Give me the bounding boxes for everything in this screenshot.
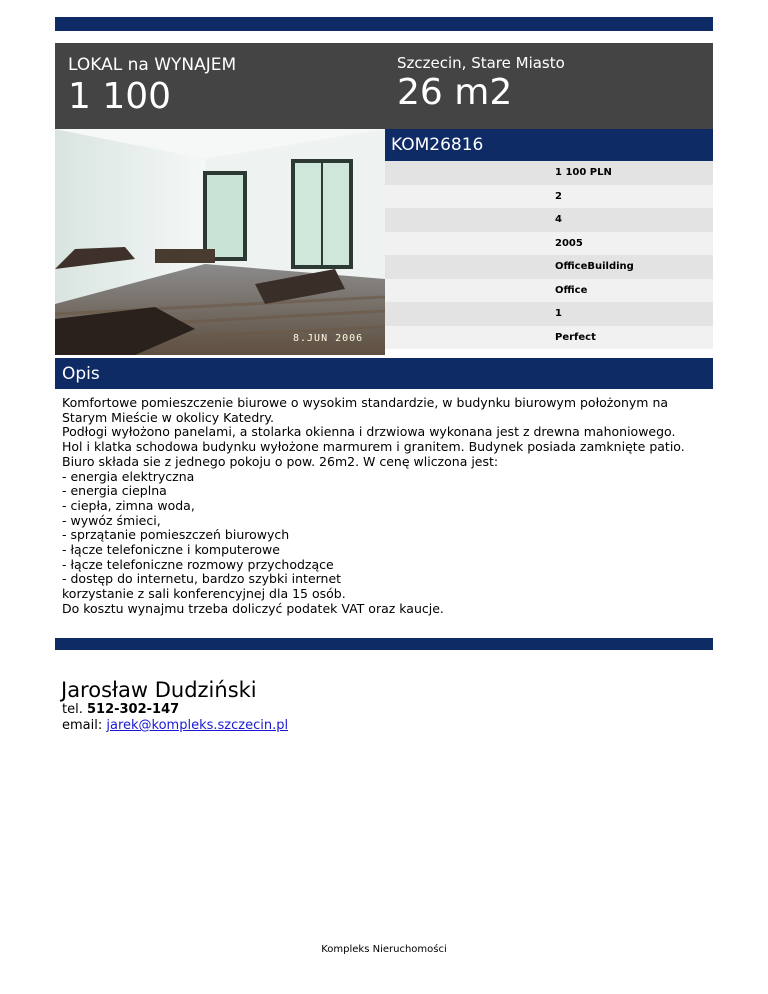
description-line: - dostęp do internetu, bardzo szybki internet bbox=[62, 571, 342, 587]
detail-row-2 bbox=[385, 185, 713, 209]
office-room-illustration bbox=[55, 129, 385, 355]
detail-value: OfficeBuilding bbox=[555, 261, 634, 272]
description-heading: Opis bbox=[62, 364, 100, 384]
detail-value: 1 bbox=[555, 308, 562, 319]
detail-row-price bbox=[385, 161, 713, 185]
description-line: - łącze telefoniczne i komputerowe bbox=[62, 542, 280, 558]
description-line: Starym Mieście w okolicy Katedry. bbox=[62, 409, 275, 425]
detail-value: 2005 bbox=[555, 237, 583, 249]
description-line: Podłogi wyłożono panelami, a stolarka okienna i drzwiowa wykonana jest z drewna mahoniowego. bbox=[62, 424, 676, 440]
listing-location: Szczecin, Stare Miasto bbox=[397, 54, 565, 72]
description-line: Komfortowe pomieszczenie biurowe o wysokim standardzie, w budynku biurowym położonym na bbox=[62, 395, 669, 410]
listing-header bbox=[55, 43, 713, 129]
footer-company: Kompleks Nieruchomości bbox=[321, 944, 447, 955]
description-line: - ciepła, zimna woda, bbox=[62, 497, 195, 513]
detail-value: Office bbox=[555, 284, 588, 296]
listing-price: 1 100 bbox=[68, 76, 172, 117]
description-line: - energia cieplna bbox=[62, 483, 167, 499]
office-photo bbox=[55, 129, 385, 355]
detail-row-property-type bbox=[385, 279, 713, 303]
email-link[interactable]: jarek@kompleks.szczecin.pl bbox=[106, 718, 289, 733]
top-divider-bar bbox=[55, 17, 713, 31]
detail-row-3 bbox=[385, 208, 713, 232]
detail-value: 1 100 PLN bbox=[555, 167, 612, 178]
detail-row-building-type bbox=[385, 255, 713, 279]
description-line: - sprzątanie pomieszczeń biurowych bbox=[62, 527, 290, 543]
phone-label: tel. bbox=[62, 702, 83, 717]
description-text bbox=[62, 396, 712, 617]
detail-row-year bbox=[385, 232, 713, 256]
detail-value: Perfect bbox=[555, 331, 596, 343]
section-divider-bar bbox=[55, 638, 713, 650]
phone-number: 512-302-147 bbox=[86, 702, 180, 717]
description-line: - łącze telefoniczne rozmowy przychodzące bbox=[62, 556, 334, 572]
offer-code-bar bbox=[385, 129, 713, 161]
description-line: - energia elektryczna bbox=[62, 468, 195, 484]
detail-value: 2 bbox=[555, 190, 562, 202]
listing-area: 26 m2 bbox=[397, 72, 513, 113]
agent-name: Jarosław Dudziński bbox=[61, 678, 257, 702]
listing-type: LOKAL na WYNAJEM bbox=[68, 55, 237, 75]
description-line: Biuro składa sie z jednego pokoju o pow. 26m2. W cenę wliczona jest: bbox=[62, 453, 499, 469]
photo-date-stamp: 8.JUN 2006 bbox=[293, 333, 364, 344]
description-heading-bar bbox=[55, 358, 713, 389]
description-line: Hol i klatka schodowa budynku wyłożone marmurem i granitem. Budynek posiada zamknięte patio. bbox=[62, 439, 685, 455]
description-line: korzystanie z sali konferencyjnej dla 15 osób. bbox=[62, 586, 346, 602]
email-label: email: bbox=[62, 718, 103, 733]
detail-value: 4 bbox=[555, 214, 562, 225]
agent-phone bbox=[62, 702, 179, 717]
detail-row-7 bbox=[385, 302, 713, 326]
description-line: - wywóz śmieci, bbox=[62, 512, 161, 528]
detail-row-condition bbox=[385, 326, 713, 350]
agent-email bbox=[62, 718, 288, 733]
description-line: Do kosztu wynajmu trzeba doliczyć podatek VAT oraz kaucje. bbox=[62, 600, 444, 616]
offer-code: KOM26816 bbox=[391, 135, 484, 155]
